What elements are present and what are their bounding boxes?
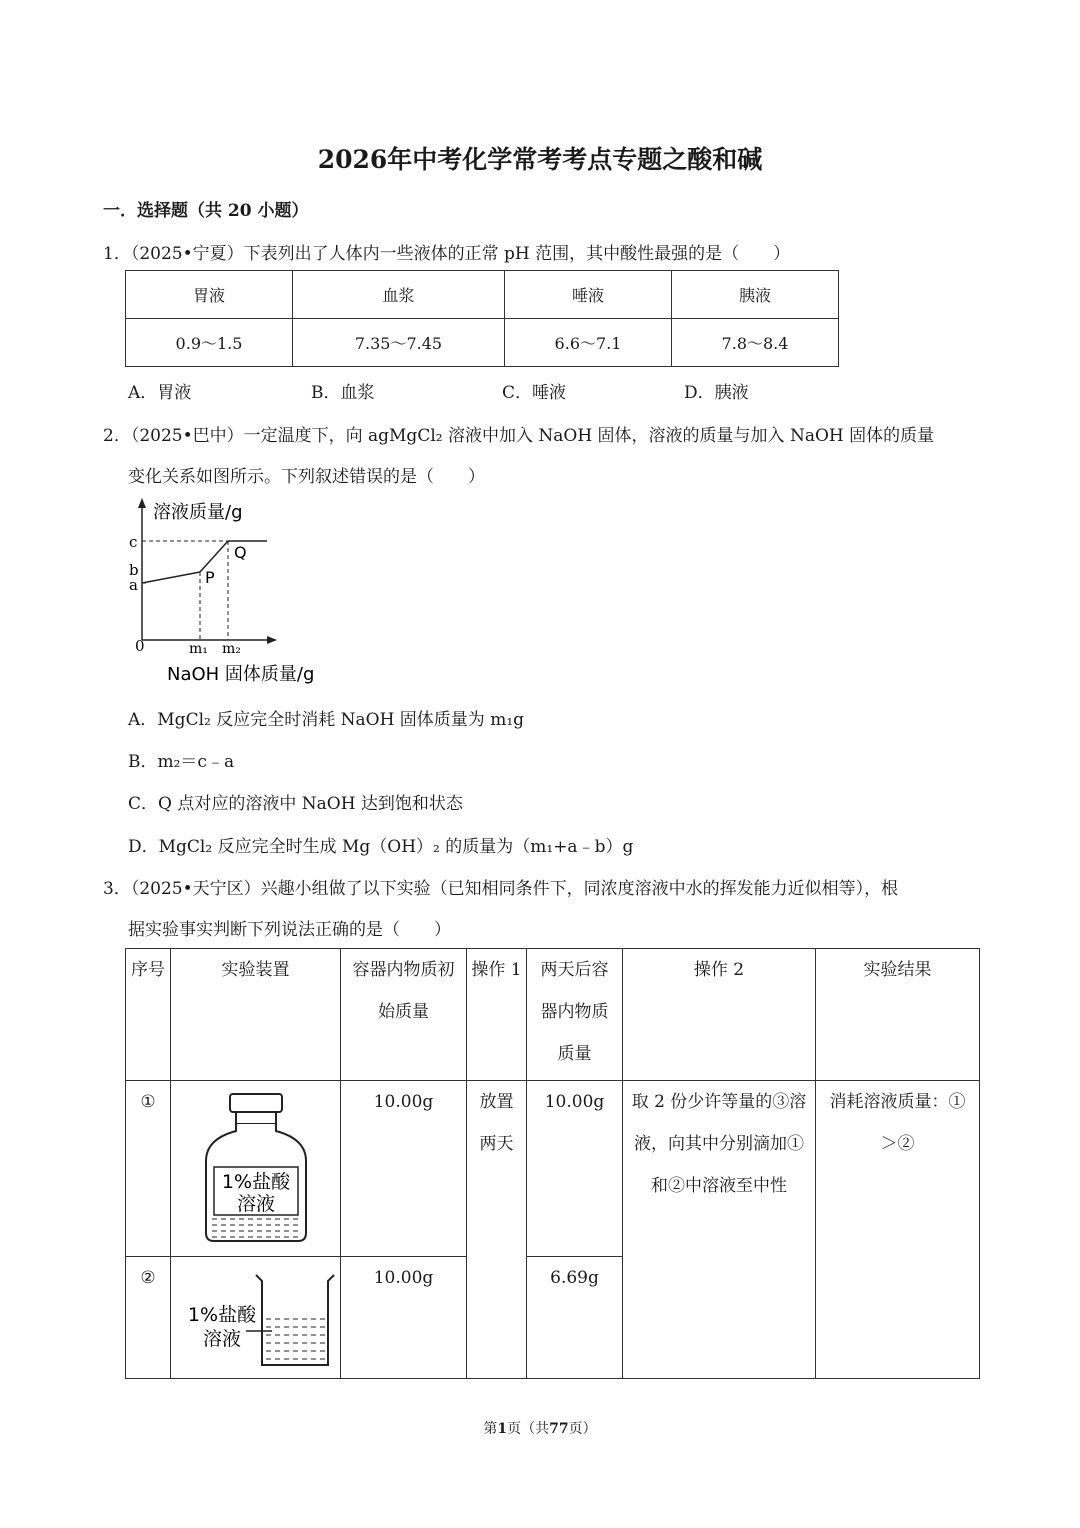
op1-cell xyxy=(467,1081,527,1379)
header-op1: 操作 1 xyxy=(467,949,527,1081)
result-line2: ＞② xyxy=(880,1134,915,1154)
footer-middle: 页（共 xyxy=(507,1421,550,1437)
origin-label: 0 xyxy=(135,637,145,655)
tick-m1: m₁ xyxy=(189,641,208,657)
table-header-cell: 唾液 xyxy=(505,271,672,319)
row2-seq: ② xyxy=(126,1257,171,1379)
table-row xyxy=(126,949,980,1081)
section-heading: 一．选择题（共 20 小题） xyxy=(103,201,309,221)
header-init-mass-line1: 容器内物质初 xyxy=(352,960,455,980)
footer-suffix: 页） xyxy=(568,1421,597,1437)
tick-m2: m₂ xyxy=(222,641,241,657)
tick-b: b xyxy=(129,561,139,579)
bottle-label-line2: 溶液 xyxy=(236,1193,275,1215)
footer-prefix: 第 xyxy=(483,1421,498,1437)
q2-option-d: D．MgCl₂ 反应完全时生成 Mg（OH）₂ 的质量为（m₁+a﹣b）g xyxy=(128,837,634,857)
document-title: 2026年中考化学常考考点专题之酸和碱 xyxy=(317,145,763,174)
header-after xyxy=(527,949,623,1081)
beaker-label-line2: 溶液 xyxy=(202,1328,241,1350)
op2-line1: 取 2 份少许等量的③溶 xyxy=(631,1092,807,1112)
header-after-line1: 两天后容 xyxy=(540,960,609,980)
header-device: 实验装置 xyxy=(171,949,341,1081)
table-row xyxy=(126,271,839,319)
table-row xyxy=(126,319,839,367)
table-header-cell: 胃液 xyxy=(126,271,293,319)
row1-device xyxy=(171,1081,341,1257)
footer-page-number: 1 xyxy=(497,1421,508,1437)
mass-graph xyxy=(125,495,330,690)
q1-option-a: A．胃液 xyxy=(128,383,192,403)
header-after-line2: 器内物质 xyxy=(540,1002,609,1022)
x-axis-arrow xyxy=(267,636,277,644)
table-cell: 0.9～1.5 xyxy=(126,319,293,367)
beaker-label-line1: 1%盐酸 xyxy=(187,1304,256,1326)
q2-option-a: A．MgCl₂ 反应完全时消耗 NaOH 固体质量为 m₁g xyxy=(128,710,525,730)
row1-init-mass: 10.00g xyxy=(341,1081,467,1257)
q1-option-c: C．唾液 xyxy=(502,383,567,403)
tick-c: c xyxy=(129,533,138,551)
footer-total-pages: 77 xyxy=(549,1421,569,1437)
row1-after-mass: 10.00g xyxy=(527,1081,623,1257)
page-footer xyxy=(0,1418,1080,1438)
op2-cell xyxy=(623,1081,816,1379)
header-op2: 操作 2 xyxy=(623,949,816,1081)
row2-after-mass: 6.69g xyxy=(527,1257,623,1379)
y-axis-label: 溶液质量/g xyxy=(153,502,243,523)
header-init-mass xyxy=(341,949,467,1081)
op1-line1: 放置 xyxy=(479,1092,514,1112)
table-cell: 6.6～7.1 xyxy=(505,319,672,367)
curve-segment-1 xyxy=(142,572,200,583)
beaker-icon xyxy=(176,1267,336,1373)
row2-device xyxy=(171,1257,341,1379)
y-axis-arrow xyxy=(138,498,146,508)
result-cell xyxy=(816,1081,980,1379)
point-p-label: P xyxy=(205,568,215,587)
result-line1: 消耗溶液质量：① xyxy=(829,1092,966,1112)
op2-line3: 和②中溶液至中性 xyxy=(651,1176,787,1196)
header-seq: 序号 xyxy=(126,949,171,1081)
q1-option-b: B．血浆 xyxy=(311,383,375,403)
tick-a: a xyxy=(129,576,138,594)
row1-seq: ① xyxy=(126,1081,171,1257)
bottle-label-line1: 1%盐酸 xyxy=(221,1171,290,1193)
header-after-line3: 质量 xyxy=(557,1044,592,1064)
q2-option-b: B．m₂＝c﹣a xyxy=(128,752,235,772)
table-row xyxy=(126,1081,980,1257)
experiment-table xyxy=(125,948,980,1379)
question-2-stem-line2: 变化关系如图所示。下列叙述错误的是（ ） xyxy=(128,467,485,487)
table-header-cell: 胰液 xyxy=(672,271,839,319)
question-3-stem-line2: 据实验事实判断下列说法正确的是（ ） xyxy=(128,920,451,940)
question-3-stem-line1: 3．（2025•天宁区）兴趣小组做了以下实验（已知相同条件下，同浓度溶液中水的挥发能力近似相等），根 xyxy=(103,879,899,899)
q2-option-c: C．Q 点对应的溶液中 NaOH 达到饱和状态 xyxy=(128,794,463,814)
op1-line2: 两天 xyxy=(479,1134,514,1154)
header-result: 实验结果 xyxy=(816,949,980,1081)
x-axis-label: NaOH 固体质量/g xyxy=(167,664,315,685)
op2-line2: 液，向其中分别滴加① xyxy=(634,1134,804,1154)
table-header-cell: 血浆 xyxy=(293,271,505,319)
point-q-label: Q xyxy=(234,543,247,562)
row2-init-mass: 10.00g xyxy=(341,1257,467,1379)
question-2-stem-line1: 2．（2025•巴中）一定温度下，向 agMgCl₂ 溶液中加入 NaOH 固体，溶液的质量与加入 NaOH 固体的质量 xyxy=(103,426,935,446)
ph-table xyxy=(125,270,839,367)
question-1-stem: 1．（2025•宁夏）下表列出了人体内一些液体的正常 pH 范围，其中酸性最强的是（ ） xyxy=(103,244,791,264)
q1-option-d: D．胰液 xyxy=(684,383,749,403)
table-cell: 7.8～8.4 xyxy=(672,319,839,367)
header-init-mass-line2: 始质量 xyxy=(378,1002,429,1022)
reagent-bottle-icon xyxy=(196,1091,316,1247)
table-cell: 7.35～7.45 xyxy=(293,319,505,367)
